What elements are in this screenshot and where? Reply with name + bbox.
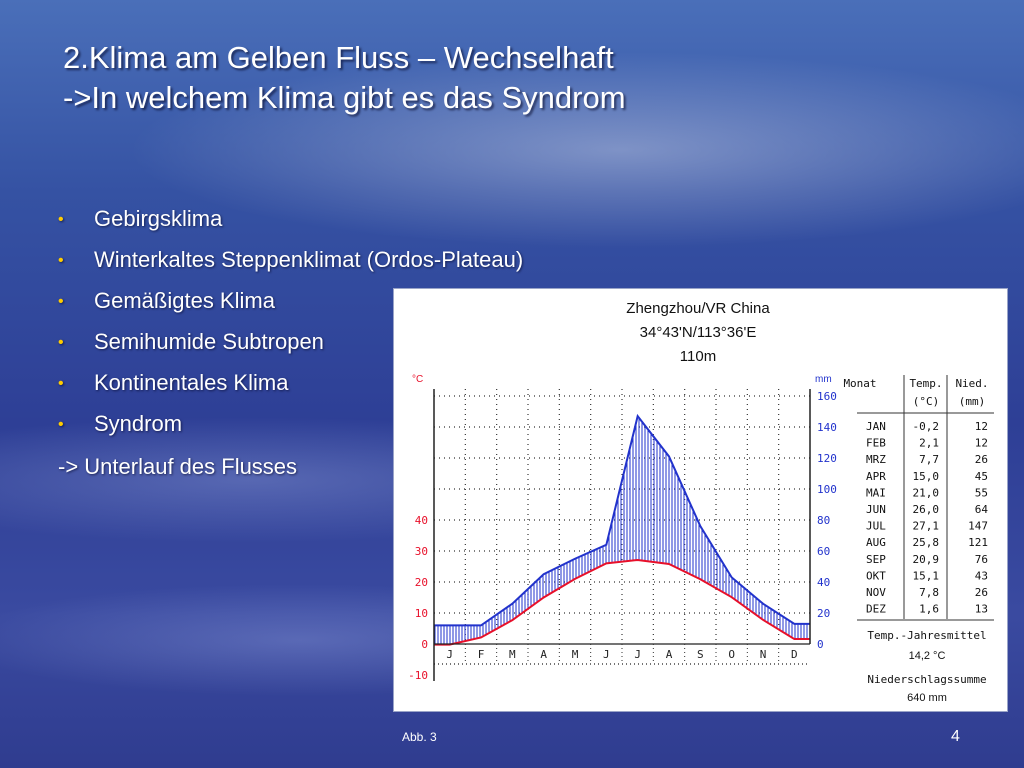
temperature-point [481, 637, 482, 638]
temperature-point [794, 639, 795, 640]
bullet-item [58, 204, 523, 245]
temp-tick-label: 10 [414, 607, 428, 620]
climate-chart-svg [394, 289, 1007, 711]
bullet-text: Winterkaltes Steppenklimat (Ordos-Plateau) [94, 247, 524, 272]
temp-tick-label: 30 [414, 545, 428, 558]
month-tick-label: A [540, 648, 547, 661]
bullet-dot-icon: • [58, 375, 64, 392]
figure-caption: Abb. 3 [402, 730, 437, 744]
table-cell-month: DEZ [866, 602, 886, 616]
precip-tick-label: 120 [817, 452, 837, 465]
table-cell-month: NOV [866, 586, 886, 599]
precipitation-point [449, 625, 450, 626]
temp-tick-label: -10 [408, 669, 428, 682]
precipitation-point [794, 623, 795, 624]
temperature-point [637, 559, 638, 560]
temperature-point [763, 619, 764, 620]
temp-tick-label: 0 [421, 638, 428, 651]
table-cell-temp: 2,1 [919, 436, 939, 450]
bullet-text: Gebirgsklima [94, 206, 223, 231]
table-cell-month: MRZ [866, 453, 886, 467]
table-cell-precip: 43 [974, 569, 988, 583]
table-cell-precip: 13 [974, 602, 988, 616]
table-cell-month: APR [866, 469, 886, 483]
table-cell-temp: 1,6 [919, 602, 939, 616]
temperature-point [700, 579, 701, 580]
table-cell-temp: 27,1 [912, 519, 939, 533]
page-number: 4 [951, 728, 960, 745]
temperature-point [606, 563, 607, 564]
table-header: Temp. [909, 377, 943, 390]
table-cell-temp: 15,1 [912, 569, 939, 583]
table-cell-precip: 76 [974, 552, 988, 566]
slide-title [63, 38, 626, 118]
table-cell-precip: 55 [974, 486, 988, 500]
month-tick-label: J [446, 648, 453, 661]
temperature-point [669, 564, 670, 565]
table-header: (mm) [958, 395, 986, 408]
table-cell-temp: 26,0 [912, 503, 939, 516]
annual-temp-label: Temp.-Jahresmittel [867, 629, 987, 642]
bullet-dot-icon: • [58, 293, 64, 310]
bullet-dot-icon: • [58, 211, 64, 228]
table-cell-month: SEP [866, 552, 886, 566]
chart-title-line: Zhengzhou/VR China [626, 300, 770, 317]
temp-unit-label: °C [412, 374, 424, 385]
precip-tick-label: 20 [817, 607, 831, 620]
table-cell-precip: 45 [974, 469, 988, 483]
chart-title-line: 110m [679, 348, 717, 365]
table-cell-precip: 26 [974, 586, 988, 599]
month-tick-label: S [697, 648, 704, 661]
temperature-point [543, 597, 544, 598]
month-tick-label: D [791, 648, 798, 661]
climate-diagram [393, 288, 1008, 712]
precipitation-point [512, 603, 513, 604]
month-tick-label: J [634, 648, 641, 661]
table-cell-temp: 7,7 [919, 453, 939, 467]
bullet-dot-icon: • [58, 334, 64, 351]
table-header: Monat [843, 377, 877, 390]
table-cell-temp: 21,0 [912, 486, 939, 500]
table-cell-month: OKT [866, 569, 886, 583]
precipitation-point [481, 625, 482, 626]
bullet-dot-icon: • [58, 416, 64, 433]
month-tick-label: M [509, 648, 516, 661]
annual-temp-value: 14,2 °C [908, 650, 946, 662]
annual-precip-label: Niederschlagssumme [867, 673, 987, 686]
title-line-2: ->In welchem Klima gibt es das Syndrom [63, 80, 626, 115]
month-tick-label: J [603, 648, 610, 661]
table-cell-temp: 20,9 [912, 552, 939, 566]
precip-tick-label: 40 [817, 576, 831, 589]
bullet-text: Semihumide Subtropen [94, 329, 324, 354]
table-cell-temp: 25,8 [912, 536, 939, 550]
table-cell-precip: 121 [968, 536, 988, 550]
table-cell-month: AUG [866, 536, 886, 550]
precipitation-point [700, 526, 701, 527]
table-header: (°C) [912, 395, 940, 408]
temperature-point [512, 620, 513, 621]
table-cell-month: JAN [866, 420, 886, 433]
precip-tick-label: 160 [817, 390, 837, 403]
table-cell-temp: -0,2 [912, 420, 939, 433]
precip-tick-label: 100 [817, 483, 837, 496]
precip-tick-label: 0 [817, 638, 824, 651]
table-cell-temp: 15,0 [912, 469, 939, 483]
bullet-text: Syndrom [94, 411, 183, 436]
month-tick-label: A [665, 648, 673, 661]
precipitation-point [606, 544, 607, 545]
table-cell-precip: 12 [974, 420, 988, 433]
table-cell-precip: 147 [968, 519, 988, 533]
chart-title-line: 34°43'N/113°36'E [639, 324, 757, 341]
precip-tick-label: 140 [817, 421, 837, 434]
month-tick-label: F [477, 648, 485, 661]
table-cell-precip: 12 [974, 436, 988, 450]
table-header: Nied. [955, 377, 989, 390]
precipitation-point [763, 603, 764, 604]
month-tick-label: N [759, 648, 767, 661]
precip-tick-label: 80 [817, 514, 831, 527]
table-cell-temp: 7,8 [919, 586, 939, 599]
precipitation-point [575, 558, 576, 559]
month-tick-label: O [728, 648, 735, 661]
title-line-1: 2.Klima am Gelben Fluss – Wechselhaft [63, 40, 614, 75]
temperature-line [434, 560, 810, 645]
precipitation-point [543, 574, 544, 575]
month-tick-label: M [571, 648, 579, 661]
temperature-point [575, 578, 576, 579]
temp-tick-label: 40 [414, 514, 428, 527]
table-cell-month: FEB [866, 436, 886, 450]
table-cell-precip: 64 [974, 503, 988, 516]
table-cell-precip: 26 [974, 453, 988, 467]
precipitation-point [669, 456, 670, 457]
bullet-text: Gemäßigtes Klima [94, 288, 275, 313]
temp-tick-label: 20 [414, 576, 428, 589]
temperature-point [731, 597, 732, 598]
bullet-dot-icon: • [58, 252, 64, 269]
precipitation-point [637, 416, 638, 417]
bullet-text: Kontinentales Klima [94, 370, 289, 395]
annual-precip-value: 640 mm [907, 692, 947, 704]
table-cell-month: JUL [866, 519, 886, 533]
precip-unit-label: mm [815, 374, 832, 385]
precip-tick-label: 60 [817, 545, 831, 558]
table-cell-month: JUN [866, 503, 886, 516]
precipitation-point [731, 577, 732, 578]
table-cell-month: MAI [866, 486, 886, 500]
bullet-item [58, 245, 523, 286]
conclusion-text: -> Unterlauf des Flusses [58, 454, 298, 479]
